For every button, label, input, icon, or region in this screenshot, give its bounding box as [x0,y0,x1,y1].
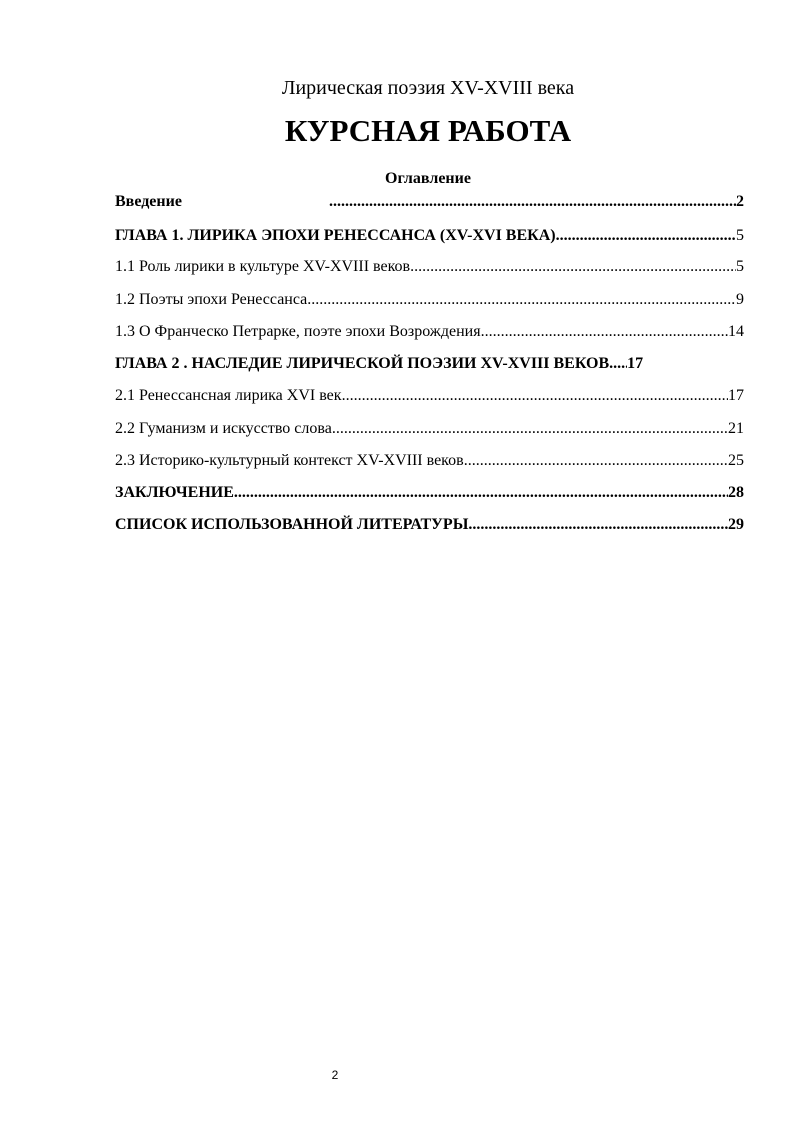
toc-entry-page: 17 [627,355,644,372]
toc-entry-label: 1.2 Поэты эпохи Ренессанса [115,291,308,308]
toc-entry-page: 5 [736,258,744,275]
toc-leader-dots [609,353,627,375]
toc-leader-dots [481,321,728,343]
toc-entry-label: 1.1 Роль лирики в культуре XV-XVIII веков [115,258,411,275]
toc-entry-section-2-3[interactable] [115,450,744,472]
toc-leader-dots [332,418,728,440]
toc-leader-dots [556,225,736,247]
toc-entry-page: 29 [728,516,744,533]
toc-entry-label: ГЛАВА 1. ЛИРИКА ЭПОХИ РЕНЕССАНСА (XV-XVI ВЕКА) [115,227,556,244]
toc-entry-references[interactable] [115,514,744,536]
toc-entry-page: 17 [728,387,744,404]
toc-entry-page: 14 [728,323,744,340]
toc-entry-label: ЗАКЛЮЧЕНИЕ [115,484,234,501]
toc-leader-dots [234,482,728,504]
toc-entry-section-1-2[interactable] [115,289,744,311]
toc-entry-section-1-1[interactable] [115,256,744,278]
toc-entry-page: 5 [736,227,744,244]
toc-leader-dots [410,256,736,278]
toc-entry-label: СПИСОК ИСПОЛЬЗОВАННОЙ ЛИТЕРАТУРЫ [115,516,469,533]
toc-entry-label: 1.3 О Франческо Петрарке, поэте эпохи Возрождения [115,323,481,340]
toc-entry-chapter-2[interactable] [115,353,744,375]
toc-entry-section-2-1[interactable] [115,385,744,407]
toc-entry-page: 2 [736,193,744,210]
toc-entry-page: 28 [728,484,744,501]
toc-entry-chapter-1[interactable] [115,225,744,247]
page-number: 2 [331,1068,339,1082]
toc-entry-label: 2.2 Гуманизм и искусство слова [115,420,332,437]
toc-entry-section-2-2[interactable] [115,418,744,440]
document-subtitle: Лирическая поэзия XV-XVIII века [281,77,575,99]
toc-entry-section-1-3[interactable] [115,321,744,343]
toc-entry-page: 25 [728,452,744,469]
toc-leader-dots [342,385,728,407]
toc-heading: Оглавление [385,170,471,187]
toc-entry-page: 21 [728,420,744,437]
toc-entry-label: Введение [115,193,182,210]
toc-entry-label: 2.1 Ренессансная лирика XVI век [115,387,342,404]
toc-leader-dots [464,450,728,472]
toc-entry-conclusion[interactable] [115,482,744,504]
toc-entry-page: 9 [736,291,744,308]
toc-leader-dots [468,514,728,536]
document-title: КУРСНАЯ РАБОТА [284,113,572,148]
toc-leader-dots [307,289,736,311]
toc-entry-label: 2.3 Историко-культурный контекст XV-XVIII веков [115,452,464,469]
toc-entry-label: ГЛАВА 2 . НАСЛЕДИЕ ЛИРИЧЕСКОЙ ПОЭЗИИ XV-XVIII ВЕКОВ [115,355,610,372]
toc-leader-dots [329,191,736,213]
toc-entry-introduction[interactable] [115,191,744,213]
